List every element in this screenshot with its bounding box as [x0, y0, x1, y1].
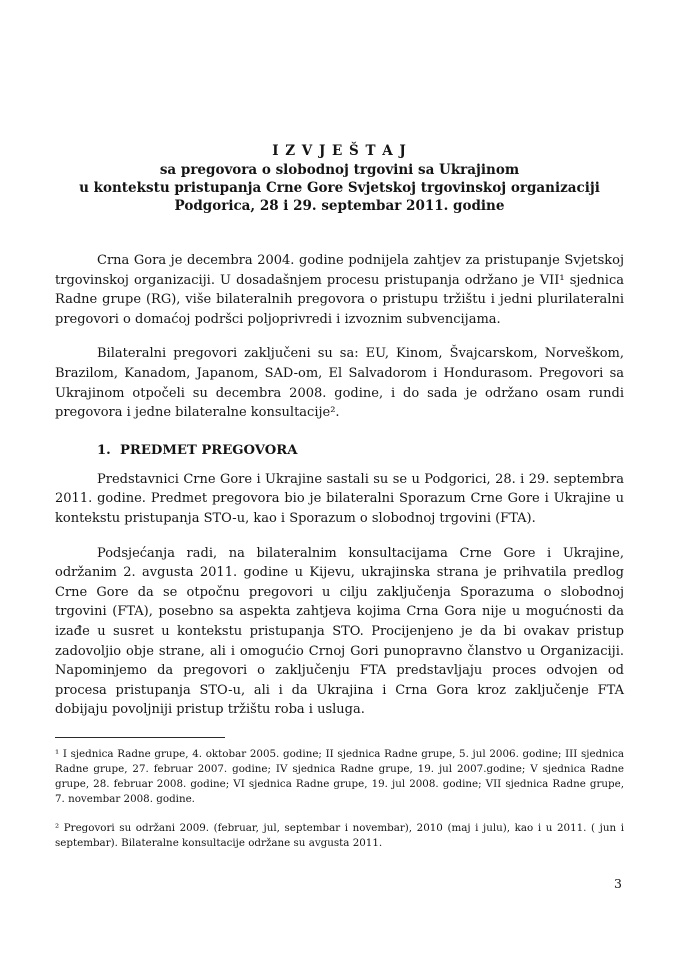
page-number: 3 — [614, 876, 622, 891]
document-title-block — [55, 142, 624, 215]
document-title: I Z V J E Š T A J — [272, 143, 407, 159]
footnote-2: ² Pregovori su održani 2009. (februar, jul, septembar i novembar), 2010 (maj i julu), kao i u 2011. ( jun i septembar). Bilateralne konsultacije održane su avgusta 2011. — [55, 822, 624, 849]
footnote-separator — [55, 737, 225, 738]
footnote-1: ¹ I sjednica Radne grupe, 4. oktobar 2005. godine; II sjednica Radne grupe, 5. jul 2006. godine; III sjednica Radne grupe, 27. februar 2007. godine; IV sjednica Radne grupe, 19. jul 2007.godine; V sjednica Radne grupe, 28. februar 2008. godine; VI sjednica Radne grupe, 19. jul 2008. godine; VII sjednica Radne grupe, 7. novembar 2008. godine. — [55, 748, 624, 805]
paragraph-intro-2: Bilateralni pregovori zaključeni su sa: EU, Kinom, Švajcarskom, Norveškom, Brazilom, Kanadom, Japanom, SAD-om, El Salvadorom i Hondurasom. Pregovori sa Ukrajinom otpočeli su decembra 2008. godine, i do sada je održano osam rundi pregovora i jedne bilateralne konsultacije². — [55, 346, 624, 421]
document-subtitle-2: u kontekstu pristupanja Crne Gore Svjetskoj trgovinskoj organizaciji — [79, 180, 600, 196]
section-heading-predmet-pregovora: 1. PREDMET PREGOVORA — [97, 442, 298, 458]
footnote-area — [55, 737, 624, 865]
document-subtitle-1: sa pregovora o slobodnoj trgovini sa Ukrajinom — [159, 162, 520, 178]
paragraph-intro-1: Crna Gora je decembra 2004. godine podnijela zahtjev za pristupanje Svjetskoj trgovinskoj organizaciji. U dosadašnjem procesu pristupanja održano je VII¹ sjednica Radne grupe (RG), više bilateralnih pregovora o pristupu tržištu i jedni plurilateralni pregovori o domaćoj podršci poljoprivredi i izvoznim subvencijama. — [55, 253, 624, 327]
paragraph-section-2: Podsjećanja radi, na bilateralnim konsultacijama Crne Gore i Ukrajine, održanim 2. avgusta 2011. godine u Kijevu, ukrajinska strana je prihvatila predlog Crne Gore da se otpočnu pregovori u cilju zaključenja Sporazuma o slobodnoj trgovini (FTA), posebno sa aspekta zahtjeva kojima Crna Gora nije u mogućnosti da izađe u susret u kontekstu pristupanja STO. Procijenjeno je da bi ovakav pristup zadovoljio obje strane, ali i omogućio Crnoj Gori punopravno članstvo u Organizaciji. Napominjemo da pregovori o zaključenju FTA predstavljaju proces odvojen od procesa pristupanja STO-u, ali i da Ukrajina i Crna Gora kroz zaključenje FTA dobijaju povoljniji pristup tržištu roba i usluga. — [55, 545, 624, 718]
document-subtitle-3: Podgorica, 28 i 29. septembar 2011. godine — [174, 198, 505, 214]
paragraph-section-1: Predstavnici Crne Gore i Ukrajine sastali su se u Podgorici, 28. i 29. septembra 2011. godine. Predmet pregovora bio je bilateralni Sporazum Crne Gore i Ukrajine u kontekstu pristupanja STO-u, kao i Sporazum o slobodnoj trgovini (FTA). — [55, 471, 624, 526]
